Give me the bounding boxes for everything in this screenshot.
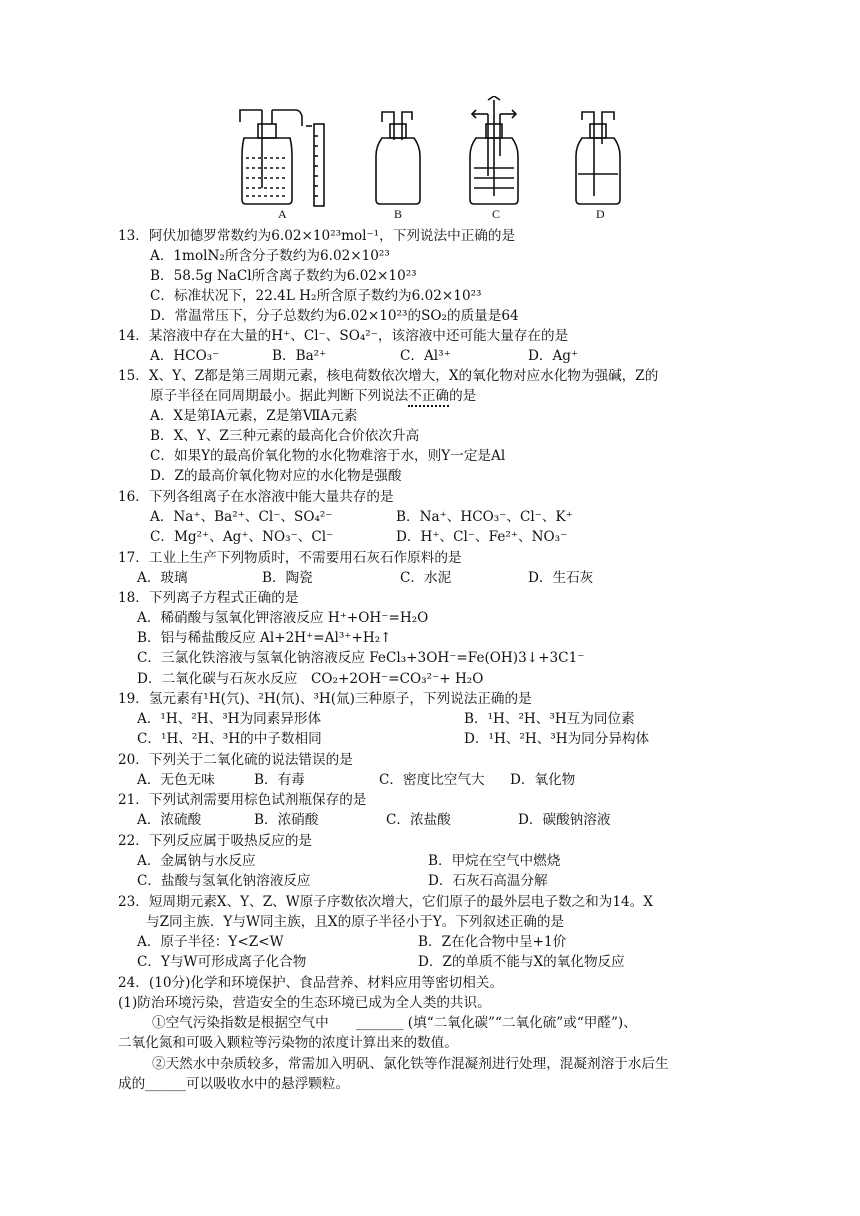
q24-subquestion-1-cont: 二氧化氮和可吸入颗粒等污染物的浓度计算出来的数值。 xyxy=(118,1035,458,1051)
emphasis-not-correct: 不正确 xyxy=(408,388,450,404)
q14-option-a: A．HCO₃⁻ xyxy=(150,348,220,364)
q20-option-b: B．有毒 xyxy=(254,772,305,788)
question-23-stem: 23．短周期元素X、Y、Z、W原子序数依次增大，它们原子的最外层电子数之和为14。X xyxy=(118,894,653,910)
question-23-stem-cont: 与Z同主族．Y与W同主族，且X的原子半径小于Y。下列叙述正确的是 xyxy=(146,914,565,930)
q19-option-c: C．¹H、²H、³H的中子数相同 xyxy=(137,731,322,747)
q21-option-b: B．浓硝酸 xyxy=(254,812,319,828)
q18-option-d: D．二氧化碳与石灰水反应 CO₂+2OH⁻=CO₃²⁻+ H₂O xyxy=(137,671,484,687)
q20-option-c: C．密度比空气大 xyxy=(379,772,485,788)
q14-option-b: B．Ba²⁺ xyxy=(272,348,327,364)
q20-option-d: D．氧化物 xyxy=(510,772,576,788)
apparatus-c-bottle-icon xyxy=(470,96,518,204)
q14-option-d: D．Ag⁺ xyxy=(528,348,579,364)
apparatus-a-bottle-icon xyxy=(240,110,324,206)
q24-subquestion-1: ①空气污染指数是根据空气中 _______ (填“二氧化碳”“二氧化硫”或“甲醛”)、 xyxy=(152,1015,637,1031)
q19-option-b: B．¹H、²H、³H互为同位素 xyxy=(464,711,635,727)
question-13-stem: 13．阿伏加德罗常数约为6.02×10²³mol⁻¹，下列说法中正确的是 xyxy=(118,228,516,244)
q22-option-a: A．金属钠与水反应 xyxy=(137,853,256,869)
q23-option-a: A．原子半径：Y<Z<W xyxy=(137,934,284,950)
question-17-stem: 17．工业上生产下列物质时，不需要用石灰石作原料的是 xyxy=(118,550,462,566)
apparatus-d-bottle-icon xyxy=(576,112,620,204)
q24-subquestion-2: ②天然水中杂质较多，常需加入明矾、氯化铁等作混凝剂进行处理，混凝剂溶于水后生 xyxy=(152,1056,669,1072)
q19-option-a: A．¹H、²H、³H为同素异形体 xyxy=(137,711,322,727)
question-20-stem: 20．下列关于二氧化硫的说法错误的是 xyxy=(118,752,353,768)
figure-label-d: D xyxy=(596,207,605,221)
q23-option-b: B．Z在化合物中呈+1价 xyxy=(418,934,567,950)
q15-option-d: D．Z的最高价氧化物对应的水化物是强酸 xyxy=(150,468,402,484)
q13-option-c: C．标准状况下，22.4L H₂所含原子数约为6.02×10²³ xyxy=(150,288,482,304)
q22-option-d: D．石灰石高温分解 xyxy=(428,873,548,889)
q17-option-c: C．水泥 xyxy=(400,570,452,586)
q23-option-d: D．Z的单质不能与X的氧化物反应 xyxy=(418,954,625,970)
q23-option-c: C．Y与W可形成离子化合物 xyxy=(137,954,307,970)
q13-option-a: A．1molN₂所含分子数约为6.02×10²³ xyxy=(150,248,390,264)
question-24-stem: 24．(10分)化学和环境保护、食品营养、材料应用等密切相关。 xyxy=(118,975,504,991)
q17-option-b: B．陶瓷 xyxy=(262,570,313,586)
figure-label-c: C xyxy=(492,207,501,221)
q15-option-a: A．X是第IA元素，Z是第ⅦA元素 xyxy=(150,408,358,424)
q13-option-d: D．常温常压下，分子总数约为6.02×10²³的SO₂的质量是64 xyxy=(150,308,519,324)
q16-option-d: D．H⁺、Cl⁻、Fe²⁺、NO₃⁻ xyxy=(396,529,568,545)
q24-part-1: (1)防治环境污染，营造安全的生态环境已成为全人类的共识。 xyxy=(118,995,491,1011)
figure-label-a: A xyxy=(278,207,287,221)
q24-subquestion-2-cont: 成的______可以吸收水中的悬浮颗粒。 xyxy=(118,1076,350,1092)
q18-option-b: B．铝与稀盐酸反应 Al+2H⁺=Al³⁺+H₂↑ xyxy=(137,630,392,646)
question-22-stem: 22．下列反应属于吸热反应的是 xyxy=(118,833,313,849)
q18-option-c: C．三氯化铁溶液与氢氧化钠溶液反应 FeCl₃+3OH⁻=Fe(OH)3↓+3C1⁻ xyxy=(137,650,585,666)
q18-option-a: A．稀硝酸与氢氧化钾溶液反应 H⁺+OH⁻=H₂O xyxy=(137,610,429,626)
question-21-stem: 21．下列试剂需要用棕色试剂瓶保存的是 xyxy=(118,792,367,808)
q22-option-c: C．盐酸与氢氧化钠溶液反应 xyxy=(137,873,311,889)
q16-option-b: B．Na⁺、HCO₃⁻、Cl⁻、K⁺ xyxy=(396,509,573,525)
q15-option-c: C．如果Y的最高价氧化物的水化物难溶于水，则Y一定是Al xyxy=(150,448,506,464)
q21-option-d: D．碳酸钠溶液 xyxy=(518,812,611,828)
q17-option-a: A．玻璃 xyxy=(137,570,188,586)
q19-option-d: D．¹H、²H、³H为同分异构体 xyxy=(464,731,650,747)
question-18-stem: 18．下列离子方程式正确的是 xyxy=(118,590,299,606)
q15-option-b: B．X、Y、Z三种元素的最高化合价依次升高 xyxy=(150,428,420,444)
q22-option-b: B．甲烷在空气中燃烧 xyxy=(428,853,561,869)
q20-option-a: A．无色无味 xyxy=(137,772,215,788)
question-19-stem: 19．氢元素有¹H(氕)、²H(氘)、³H(氚)三种原子，下列说法正确的是 xyxy=(118,691,532,707)
question-15-stem-cont: 原子半径在同周期最小。据此判断下列说法不正确的是 xyxy=(150,388,477,404)
q14-option-c: C．Al³⁺ xyxy=(400,348,451,364)
figure-label-b: B xyxy=(394,207,403,221)
q13-option-b: B．58.5g NaCl所含离子数约为6.02×10²³ xyxy=(150,268,417,284)
question-16-stem: 16．下列各组离子在水溶液中能大量共存的是 xyxy=(118,489,394,505)
question-15-stem: 15．X、Y、Z都是第三周期元素，核电荷数依次增大，X的氧化物对应水化物为强碱，Z的 xyxy=(118,368,659,384)
q16-option-c: C．Mg²⁺、Ag⁺、NO₃⁻、Cl⁻ xyxy=(150,529,334,545)
q17-option-d: D．生石灰 xyxy=(528,570,594,586)
q21-option-a: A．浓硫酸 xyxy=(137,812,202,828)
gas-apparatus-figure xyxy=(226,96,646,222)
q16-option-a: A．Na⁺、Ba²⁺、Cl⁻、SO₄²⁻ xyxy=(150,509,333,525)
q21-option-c: C．浓盐酸 xyxy=(386,812,451,828)
apparatus-b-bottle-icon xyxy=(376,112,420,204)
question-14-stem: 14．某溶液中存在大量的H⁺、Cl⁻、SO₄²⁻，该溶液中还可能大量存在的是 xyxy=(118,328,569,344)
